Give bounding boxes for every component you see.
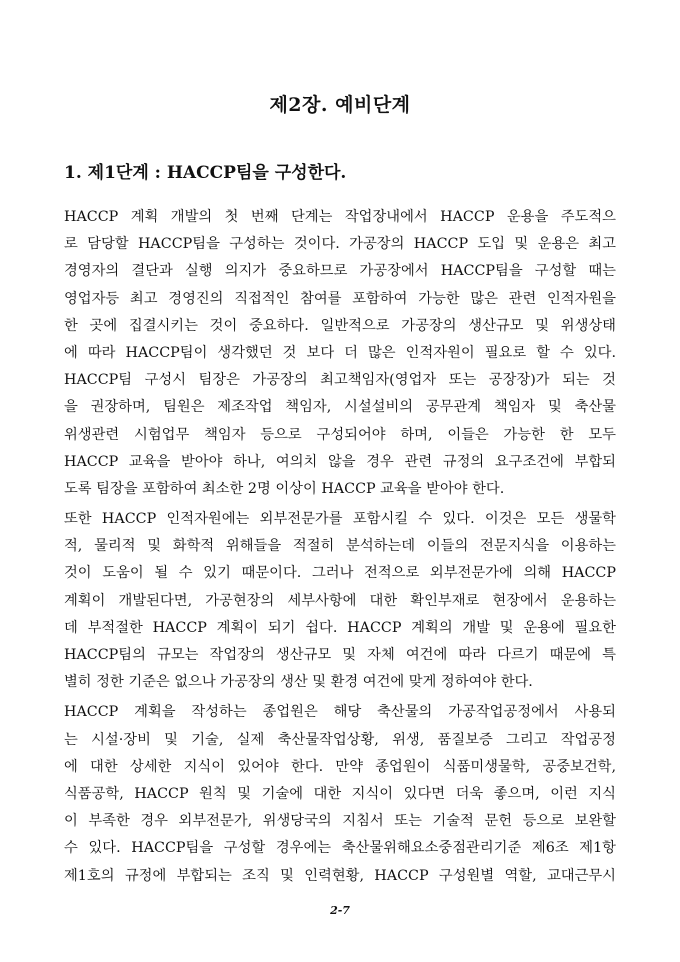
text-line: 을 권장하며, 팀원은 제조작업 책임자, 시설설비의 공무관계 책임자 및 축산물	[64, 399, 616, 416]
text-line: 별히 정한 기준은 없으나 가공장의 생산 및 환경 여건에 맞게 정하여야 한다.	[64, 674, 533, 691]
text-line: 위생관련 시험업무 책임자 등으로 구성되어야 하며, 이들은 가능한 한 모두	[64, 426, 616, 443]
text-line: HACCP팀의 규모는 작업장의 생산규모 및 자체 여건에 따라 다르기 때문에 특	[64, 647, 616, 663]
text-line: 는 시설·장비 및 기술, 실제 축산물작업상황, 위생, 품질보증 그리고 작업공정	[64, 731, 616, 748]
paragraph	[64, 506, 616, 696]
text-line: 로 담당할 HACCP팀을 구성하는 것이다. 가공장의 HACCP 도입 및 운용은 최고	[64, 236, 616, 253]
text-line: 에 대한 상세한 지식이 있어야 한다. 만약 종업원이 식품미생물학, 공중보건학,	[64, 758, 616, 775]
text-line: 한 곳에 집결시키는 것이 중요하다. 일반적으로 가공장의 생산규모 및 위생상태	[64, 317, 616, 334]
body-text	[64, 204, 616, 893]
text-line: 제1호의 규정에 부합되는 조직 및 인력현황, HACCP 구성원별 역할, 교대근무시	[64, 867, 616, 884]
text-line: 경영자의 결단과 실행 의지가 중요하므로 가공장에서 HACCP팀을 구성할 때는	[64, 263, 616, 280]
text-line: 도록 팀장을 포함하여 최소한 2명 이상이 HACCP 교육을 받아야 한다.	[64, 480, 505, 497]
paragraph	[64, 204, 616, 503]
text-line: 또한 HACCP 인적자원에는 외부전문가를 포함시킬 수 있다. 이것은 모든 생물학	[64, 511, 616, 528]
text-line: 영업자등 최고 경영진의 직접적인 참여를 포함하여 가능한 많은 관련 인적자원을	[64, 290, 616, 307]
text-line: 수 있다. HACCP팀을 구성할 경우에는 축산물위해요소중점관리기준 제6조 제1항	[64, 840, 616, 857]
text-line: 이 부족한 경우 외부전문가, 위생당국의 지침서 또는 기술적 문헌 등으로 보완할	[64, 813, 616, 830]
text-line: 식품공학, HACCP 원칙 및 기술에 대한 지식이 있다면 더욱 좋으며, 이런 지식	[64, 785, 616, 802]
text-line: 계획이 개발된다면, 가공현장의 세부사항에 대한 확인부재로 현장에서 운용하는	[64, 592, 616, 609]
paragraph	[64, 699, 616, 889]
text-line: HACCP 계획을 작성하는 종업원은 해당 축산물의 가공작업공정에서 사용되	[64, 704, 616, 721]
chapter-title: 제2장. 예비단계	[269, 94, 411, 116]
text-line: HACCP 교육을 받아야 하나, 여의치 않을 경우 관련 규정의 요구조건에 부합되	[64, 453, 616, 470]
text-line: 것이 도움이 될 수 있기 때문이다. 그러나 전적으로 외부전문가에 의해 HACCP	[64, 565, 616, 582]
text-line: 적, 물리적 및 화학적 위해들을 적절히 분석하는데 이들의 전문지식을 이용하는	[64, 538, 616, 555]
text-line: 에 따라 HACCP팀이 생각했던 것 보다 더 많은 인적자원이 필요로 할 수 있다.	[64, 344, 616, 361]
text-line: 데 부적절한 HACCP 계획이 되기 쉽다. HACCP 계획의 개발 및 운용에 필요한	[64, 619, 616, 636]
text-line: HACCP팀 구성시 팀장은 가공장의 최고책임자(영업자 또는 공장장)가 되는 것	[64, 372, 616, 389]
section-heading: 1. 제1단계 : HACCP팀을 구성한다.	[64, 163, 347, 183]
text-line: HACCP 계획 개발의 첫 번째 단계는 작업장내에서 HACCP 운용을 주도적으	[64, 209, 616, 225]
page-number: 2-7	[330, 904, 350, 917]
